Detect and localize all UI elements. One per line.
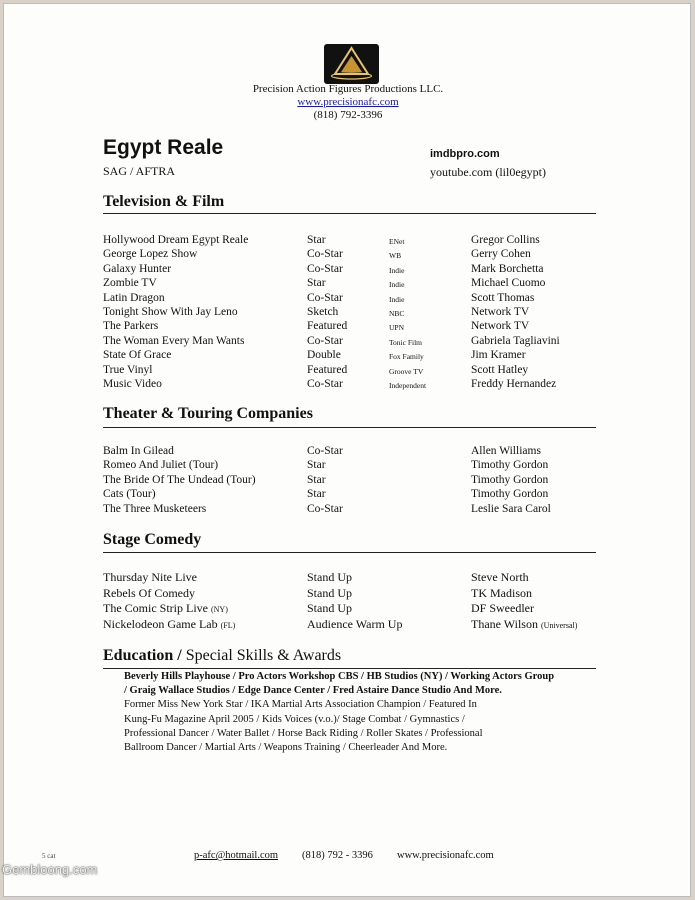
credit-role: Co-Star xyxy=(307,262,343,275)
education-line: Beverly Hills Playhouse / Pro Actors Workshop CBS / HB Studios (NY) / Working Actors Group xyxy=(124,671,555,682)
credit-title-text: Nickelodeon Game Lab xyxy=(103,616,218,631)
table-row xyxy=(103,586,603,601)
credit-network: ENet xyxy=(389,237,405,246)
credit-network: WB xyxy=(389,251,402,261)
pyramid-icon xyxy=(324,44,379,84)
table-row xyxy=(103,276,603,290)
credit-title: State Of Grace xyxy=(103,349,172,362)
credit-director: Michael Cuomo xyxy=(471,277,546,290)
credit-title: Tonight Show With Jay Leno xyxy=(103,306,238,318)
company-logo xyxy=(324,44,379,84)
table-row xyxy=(103,319,603,333)
watermark: Gembloong.com xyxy=(2,862,98,877)
section-divider xyxy=(103,668,596,669)
credit-network: Independent xyxy=(389,381,427,390)
credit-title: Cats (Tour) xyxy=(103,488,156,501)
section-title-theater: Theater & Touring Companies xyxy=(103,405,313,422)
credit-role: Audience Warm Up xyxy=(307,616,403,631)
credit-role: Co-Star xyxy=(307,291,343,304)
credit-title: Galaxy Hunter xyxy=(103,262,172,275)
imdb-link[interactable]: imdbpro.com xyxy=(430,148,500,160)
education-line: Former Miss New York Star / IKA Martial Arts Association Champion / Featured In xyxy=(124,699,477,711)
credit-director: Scott Thomas xyxy=(471,291,535,304)
table-row xyxy=(103,305,603,319)
credit-director: Scott Hatley xyxy=(471,363,529,376)
education-line: Ballroom Dancer / Martial Arts / Weapons Training / Cheerleader And More. xyxy=(124,742,448,754)
credit-director: Gabriela Tagliavini xyxy=(471,334,560,347)
credit-network: UPN xyxy=(389,323,405,333)
page-mark: 5 cat xyxy=(42,852,56,860)
credit-director: Gregor Collins xyxy=(471,234,540,246)
credit-title: Latin Dragon xyxy=(103,291,165,304)
credit-network: Indie xyxy=(389,280,405,290)
table-row xyxy=(103,377,603,391)
footer-website: www.precisionafc.com xyxy=(397,850,494,861)
credit-director: Leslie Sara Carol xyxy=(471,502,551,515)
credit-title: The Bride Of The Undead (Tour) xyxy=(103,473,256,486)
footer-email-link[interactable]: p-afc@hotmail.com xyxy=(194,850,279,861)
credit-director: Mark Borchetta xyxy=(471,262,544,275)
union-affiliation: SAG / AFTRA xyxy=(103,164,176,178)
credit-role: Co-Star xyxy=(307,445,343,457)
credit-network: Indie xyxy=(389,265,405,275)
credit-title-text: Thursday Nite Live xyxy=(103,570,197,584)
credit-venue xyxy=(471,617,577,633)
credit-title: The Three Musketeers xyxy=(103,502,207,515)
credit-role: Star xyxy=(307,277,326,290)
credit-title: The Woman Every Man Wants xyxy=(103,334,245,347)
credit-venue-text: Thane Wilson xyxy=(471,616,538,631)
credit-network: Groove TV xyxy=(389,366,424,376)
section-divider xyxy=(103,427,596,428)
credit-venue-text: Steve North xyxy=(471,570,529,584)
credit-director: Network TV xyxy=(471,320,530,333)
footer-phone: (818) 792 - 3396 xyxy=(302,850,373,861)
credit-role: Stand Up xyxy=(307,601,352,615)
section-title-education xyxy=(103,647,341,665)
credit-role: Double xyxy=(307,349,341,362)
credit-title xyxy=(103,617,235,633)
credit-role: Stand Up xyxy=(307,585,352,600)
credit-director: Freddy Hernandez xyxy=(471,378,557,390)
credit-network: Indie xyxy=(389,294,405,304)
credit-director: Timothy Gordon xyxy=(471,488,549,501)
credit-role: Co-Star xyxy=(307,334,343,347)
credit-director: Timothy Gordon xyxy=(471,473,549,486)
credit-role: Star xyxy=(307,234,326,246)
credit-director: Timothy Gordon xyxy=(471,459,549,472)
education-text xyxy=(124,670,604,755)
credit-network: Fox Family xyxy=(389,352,424,362)
table-row xyxy=(103,334,603,348)
credit-title: Music Video xyxy=(103,378,162,390)
credit-role: Co-Star xyxy=(307,502,343,515)
table-row xyxy=(103,601,603,616)
credit-title: Zombie TV xyxy=(103,277,157,290)
actor-name: Egypt Reale xyxy=(103,136,224,159)
education-line: Professional Dancer / Water Ballet / Horse Back Riding / Roller Skates / Professional xyxy=(124,727,483,739)
credit-director: Network TV xyxy=(471,306,530,318)
credit-title-text: The Comic Strip Live xyxy=(103,601,208,615)
credit-venue xyxy=(471,586,532,602)
table-row xyxy=(103,617,603,632)
credit-title: True Vinyl xyxy=(103,363,153,376)
credit-title: Romeo And Juliet (Tour) xyxy=(103,459,219,472)
credit-venue-note: (Universal) xyxy=(540,620,578,630)
table-row xyxy=(103,473,603,487)
youtube-link[interactable]: youtube.com (lil0egypt) xyxy=(430,165,546,179)
resume-page xyxy=(3,3,691,897)
table-row xyxy=(103,458,603,472)
table-row xyxy=(103,570,603,585)
credit-venue xyxy=(471,570,529,586)
credit-network: Tonic Film xyxy=(389,337,423,347)
table-row xyxy=(103,348,603,362)
credit-role: Co-Star xyxy=(307,248,343,261)
table-row xyxy=(103,247,603,261)
credit-title xyxy=(103,570,197,586)
credit-network: NBC xyxy=(389,309,405,318)
company-phone: (818) 792-3396 xyxy=(313,109,383,121)
education-line: / Graig Wallace Studios / Edge Dance Center / Fred Astaire Dance Studio And More. xyxy=(124,685,502,697)
company-name: Precision Action Figures Productions LLC. xyxy=(252,83,444,95)
education-title-bold: Education / xyxy=(103,647,182,664)
credit-title: Hollywood Dream Egypt Reale xyxy=(103,234,249,246)
education-title-rest: Special Skills & Awards xyxy=(185,647,342,664)
table-row xyxy=(103,444,603,458)
section-divider xyxy=(103,552,596,553)
credit-role: Stand Up xyxy=(307,570,352,584)
credit-director: Gerry Cohen xyxy=(471,248,531,261)
credit-title: The Parkers xyxy=(103,320,159,333)
company-website-link[interactable]: www.precisionafc.com xyxy=(297,96,399,108)
table-row xyxy=(103,363,603,377)
credit-title xyxy=(103,586,195,602)
section-divider xyxy=(103,213,596,214)
credit-title: George Lopez Show xyxy=(103,248,198,261)
credit-venue-text: DF Sweedler xyxy=(471,601,534,615)
credit-director: Allen Williams xyxy=(471,445,541,457)
credit-role: Featured xyxy=(307,320,348,333)
credit-title-text: Rebels Of Comedy xyxy=(103,585,195,600)
credit-venue-text: TK Madison xyxy=(471,585,532,600)
credit-role: Star xyxy=(307,488,326,501)
credit-role: Star xyxy=(307,459,326,472)
education-line: Kung-Fu Magazine April 2005 / Kids Voices (v.o.)/ Stage Combat / Gymnastics / xyxy=(124,713,465,725)
credit-role: Co-Star xyxy=(307,378,343,390)
credit-role: Sketch xyxy=(307,306,339,318)
table-row xyxy=(103,291,603,305)
credit-director: Jim Kramer xyxy=(471,349,526,362)
credit-title-note: (NY) xyxy=(210,605,228,614)
table-row xyxy=(103,487,603,501)
section-title-tv-film: Television & Film xyxy=(103,193,225,210)
credit-title-note: (FL) xyxy=(220,620,236,630)
table-row xyxy=(103,233,603,247)
credit-role: Star xyxy=(307,473,326,486)
table-row xyxy=(103,262,603,276)
credit-title: Balm In Gilead xyxy=(103,445,174,457)
credit-venue xyxy=(471,601,534,617)
section-title-comedy: Stage Comedy xyxy=(103,531,202,548)
table-row xyxy=(103,502,603,516)
credit-role: Featured xyxy=(307,363,348,376)
credit-title xyxy=(103,601,228,617)
